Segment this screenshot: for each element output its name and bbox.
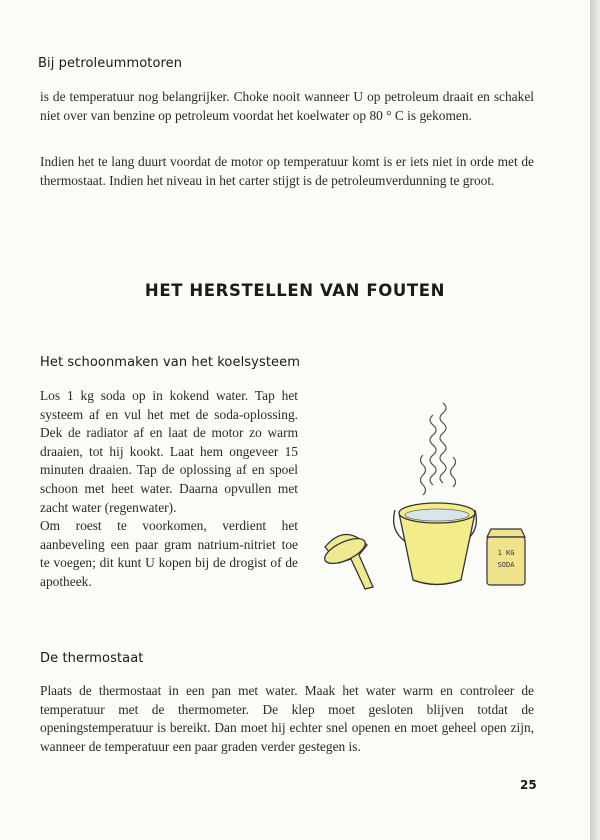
soda-box-icon bbox=[487, 529, 525, 585]
funnel-icon bbox=[321, 534, 373, 589]
cooling-paragraph-1: Los 1 kg soda op in kokend water. Tap het systeem af en vul het met de soda-oplossing. Dek de radiator af en laat de motor zo warm draaien, tot hij kookt. Laat hem ongeveer 15 minuten draaien. Tap de oplossing af en spoel schoon met heet water. Daarna opvullen met zacht water (regenwater). bbox=[40, 388, 298, 515]
thermostat-paragraph: Plaats de thermostaat in een pan met water. Maak het water warm en controleer de temperatuur met de thermometer. De klep moet gesloten blijven totdat de openingstemperatuur is bereikt. Dan moet hij echter snel openen en moet geheel open zijn, wanneer de temperatuur een paar graden verder gestegen is. bbox=[40, 683, 534, 754]
petrol-paragraph-1: is de temperatuur nog belangrijker. Choke nooit wanneer U op petroleum draait en schakel niet over van benzine op petroleum voordat het koelwater op 80 ° C is gekomen. bbox=[40, 89, 534, 123]
steam-icon bbox=[421, 403, 456, 495]
box-label-weight: 1 KG bbox=[497, 549, 515, 557]
box-label-soda: SODA bbox=[497, 561, 515, 569]
cooling-paragraph-2: Om roest te voorkomen, verdient het aanbeveling een paar gram natrium-nitriet toe te voegen; dit kunt U kopen bij de drogist of de apotheek. bbox=[40, 518, 298, 589]
chapter-title: HET HERSTELLEN VAN FOUTEN bbox=[144, 281, 446, 300]
cleaning-illustration bbox=[315, 395, 555, 605]
petrol-paragraph-2: Indien het te lang duurt voordat de motor op temperatuur komt is er iets niet in orde met de thermostaat. Indien het niveau in het carter stijgt is de petroleumverdunning te groot. bbox=[40, 154, 534, 188]
page-edge bbox=[590, 0, 600, 840]
cooling-system-heading: Het schoonmaken van het koelsysteem bbox=[40, 355, 300, 370]
page-number: 25 bbox=[520, 778, 537, 792]
thermostat-heading: De thermostaat bbox=[40, 651, 144, 666]
bucket-icon bbox=[394, 503, 477, 585]
petrol-engines-heading: Bij petroleummotoren bbox=[38, 56, 183, 71]
